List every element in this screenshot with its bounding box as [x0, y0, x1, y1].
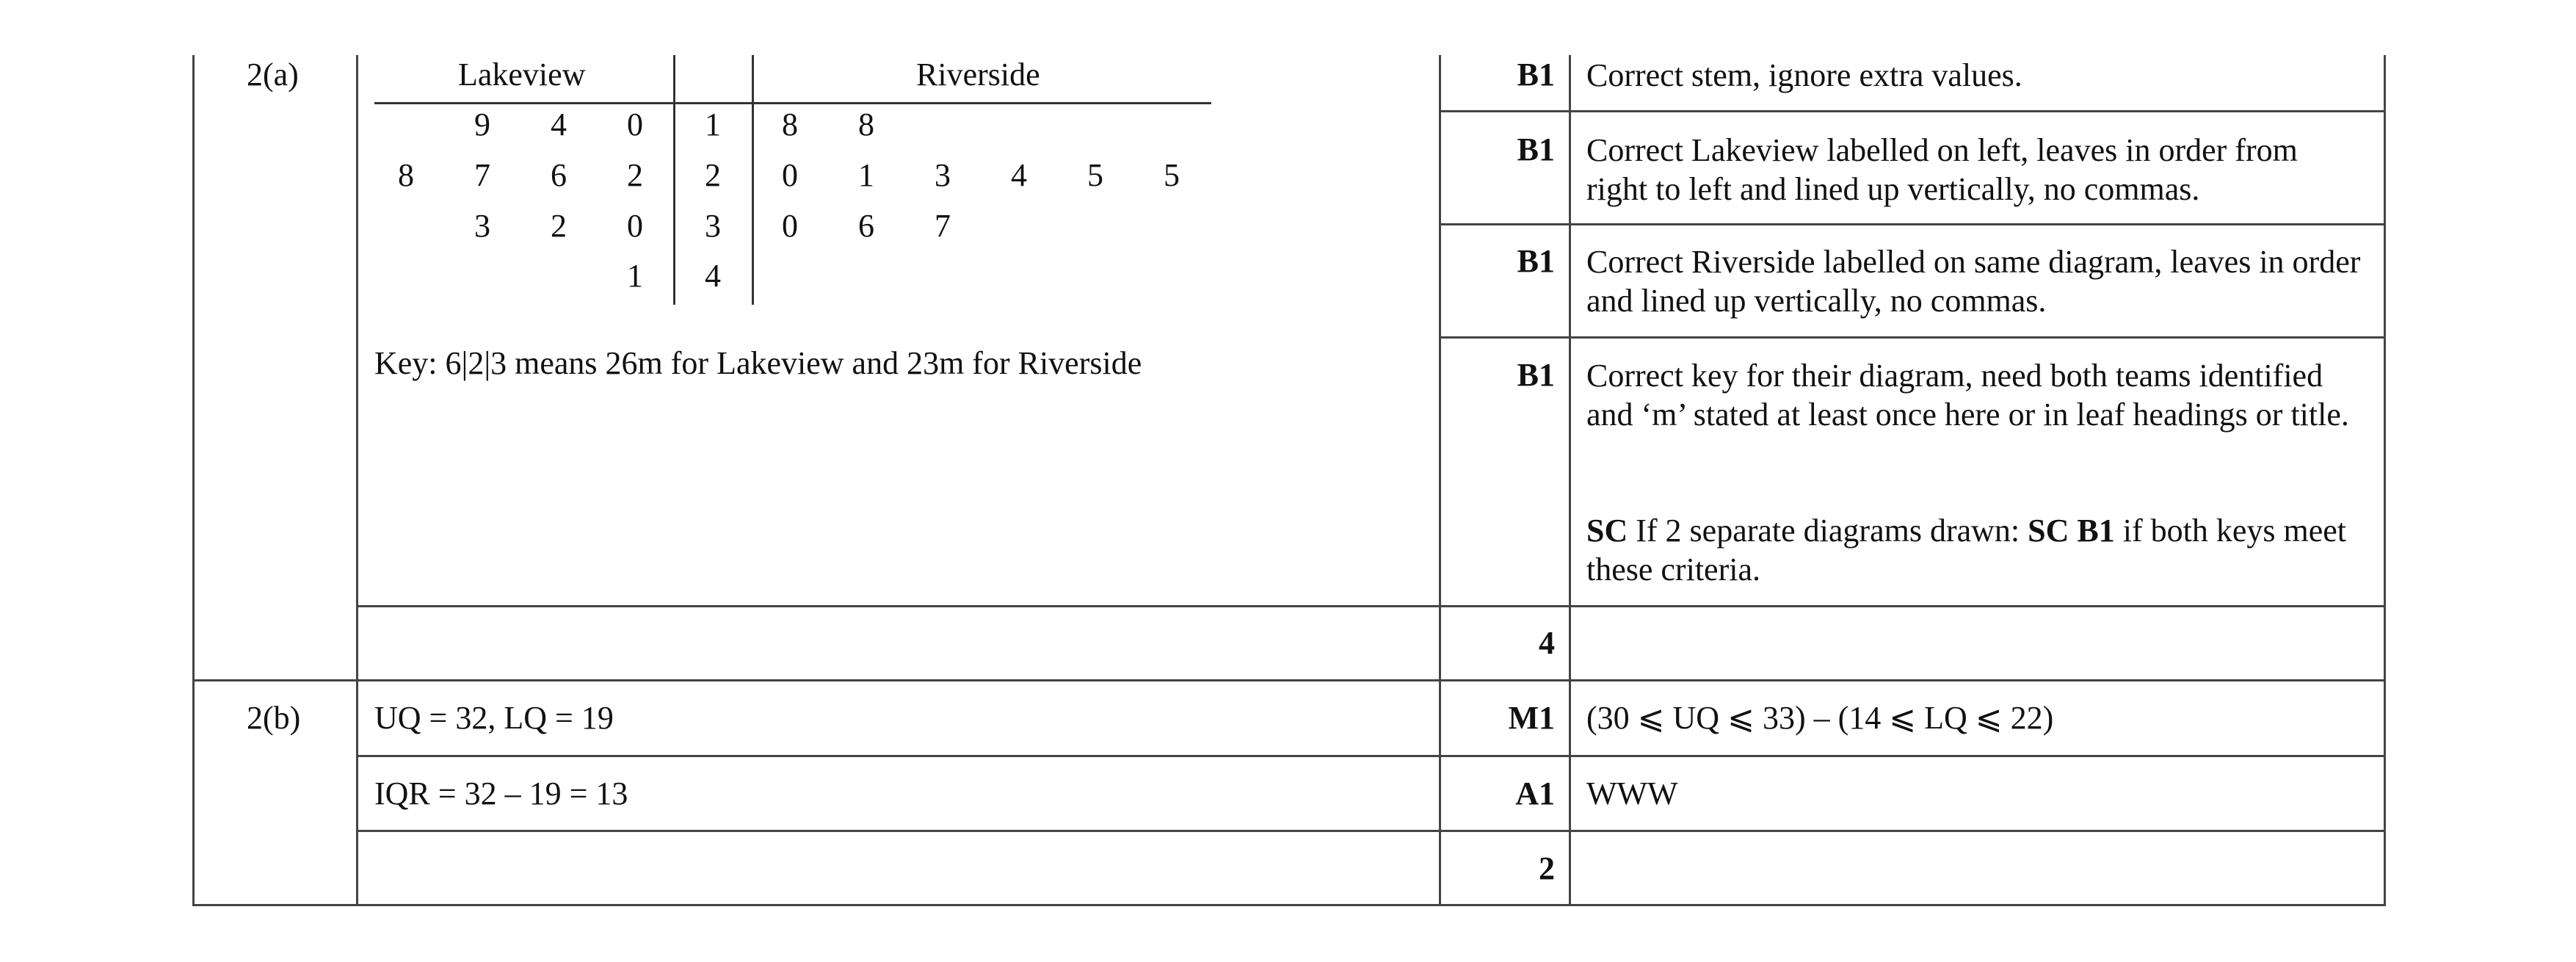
guidance-key: Correct key for their diagram, need both teams identified and ‘m’ stated at least once here or in leaf headings or title. [1586, 358, 2349, 433]
lakeview-leaf: 1 [627, 258, 643, 294]
lakeview-leaf: 0 [627, 208, 643, 244]
riverside-leaf: 5 [1087, 157, 1103, 193]
answer-quartiles: UQ = 32, LQ = 19 [374, 700, 614, 736]
stem-divider-left [673, 55, 675, 305]
riverside-header: Riverside [916, 57, 1040, 93]
lakeview-leaf: 2 [627, 157, 643, 193]
riverside-leaf: 8 [858, 106, 874, 142]
lakeview-leaf: 0 [627, 106, 643, 142]
stem-leaf-key: Key: 6|2|3 means 26m for Lakeview and 23m for Riverside [374, 345, 1142, 381]
total-mark-a: 4 [1539, 625, 1555, 661]
lakeview-leaf: 4 [551, 106, 567, 142]
lakeview-leaf: 9 [474, 106, 490, 142]
stem-value: 4 [705, 258, 721, 294]
stem-divider-right [752, 55, 754, 305]
stem-value: 3 [705, 208, 721, 244]
sc-mark: SC B1 [2028, 513, 2115, 549]
mark-b1: B1 [1517, 57, 1555, 93]
mark-m1: M1 [1508, 700, 1555, 736]
answer-iqr: IQR = 32 – 19 = 13 [374, 775, 628, 811]
lakeview-leaf: 2 [551, 208, 567, 244]
guidance-iqr: WWW [1586, 775, 1678, 811]
riverside-leaf: 7 [935, 208, 951, 244]
guidance-lakeview: Correct Lakeview labelled on left, leaves in order from right to left and lined up vertically, no commas. [1586, 132, 2298, 207]
riverside-leaf: 0 [782, 208, 798, 244]
header-underline [374, 102, 1211, 104]
guidance-stem: Correct stem, ignore extra values. [1586, 57, 2022, 93]
riverside-leaf: 1 [858, 157, 874, 193]
stem-value: 2 [705, 157, 721, 193]
lakeview-leaf: 8 [398, 157, 414, 193]
lakeview-leaf: 3 [474, 208, 490, 244]
sc-text: if both keys meet these criteria. [1586, 513, 2346, 587]
sc-text: If 2 separate diagrams drawn: [1628, 513, 2028, 549]
mark-b1: B1 [1517, 357, 1555, 393]
riverside-leaf: 8 [782, 106, 798, 142]
sc-label: SC [1586, 513, 1628, 549]
mark-a1: A1 [1515, 775, 1555, 811]
riverside-leaf: 0 [782, 157, 798, 193]
riverside-leaf: 6 [858, 208, 874, 244]
question-label-2a: 2(a) [247, 57, 299, 93]
mark-b1: B1 [1517, 131, 1555, 167]
mark-b1: B1 [1517, 243, 1555, 279]
question-label-2b: 2(b) [247, 700, 301, 736]
stem-value: 1 [705, 106, 721, 142]
lakeview-header: Lakeview [458, 57, 586, 93]
lakeview-leaf: 6 [551, 157, 567, 193]
riverside-leaf: 3 [935, 157, 951, 193]
riverside-leaf: 4 [1011, 157, 1027, 193]
special-case-note [1586, 511, 2365, 589]
guidance-riverside: Correct Riverside labelled on same diagram, leaves in order and lined up vertically, no commas. [1586, 244, 2361, 319]
riverside-leaf: 5 [1164, 157, 1180, 193]
lakeview-leaf: 7 [474, 157, 490, 193]
guidance-quartiles: (30 ⩽ UQ ⩽ 33) – (14 ⩽ LQ ⩽ 22) [1586, 700, 2054, 736]
total-mark-b: 2 [1539, 850, 1555, 886]
